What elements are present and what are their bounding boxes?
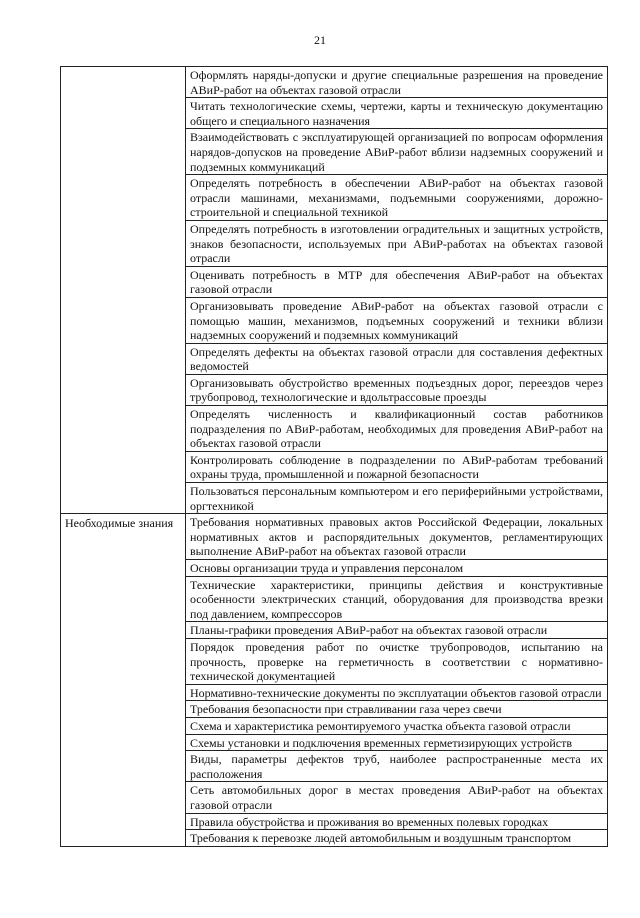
requirement-item: Схема и характеристика ремонтируемого участка объекта газовой отрасли xyxy=(186,717,608,734)
requirement-item: Оформлять наряды-допуски и другие специальные разрешения на проведение АВиР-работ на объектах газовой отрасли xyxy=(186,67,608,98)
requirement-item: Определять потребность в изготовлении оградительных и защитных устройств, знаков безопасности, используемых при АВиР-работах на объектах газовой отрасли xyxy=(186,220,608,266)
section-label: Необходимые знания xyxy=(61,514,186,846)
requirement-item: Сеть автомобильных дорог в местах проведения АВиР-работ на объектах газовой отрасли xyxy=(186,782,608,813)
requirement-item: Определять численность и квалификационный состав работников подразделения по АВиР-работам, необходимых для проведения АВиР-работ на объектах газовой отрасли xyxy=(186,406,608,452)
requirement-item: Требования нормативных правовых актов Российской Федерации, локальных нормативных актов и распорядительных документов, регламентирующих выполнение АВиР-работ на объектах газовой отрасли xyxy=(186,514,608,560)
page-number: 21 xyxy=(314,33,326,47)
requirement-item: Порядок проведения работ по очистке трубопроводов, испытанию на прочность, проверке на герметичность в соответствии с нормативно-технической документацией xyxy=(186,638,608,684)
requirement-item: Определять потребность в обеспечении АВиР-работ на объектах газовой отрасли машинами, механизмами, подъемными сооружениями, дорожно-строительной и специальной техникой xyxy=(186,175,608,221)
requirement-item: Контролировать соблюдение в подразделении по АВиР-работам требований охраны труда, промышленной и пожарной безопасности xyxy=(186,451,608,482)
requirement-item: Требования безопасности при стравливании газа через свечи xyxy=(186,701,608,718)
requirement-item: Схемы установки и подключения временных герметизирующих устройств xyxy=(186,734,608,751)
requirement-item: Правила обустройства и проживания во временных полевых городках xyxy=(186,813,608,830)
table-row xyxy=(61,514,608,560)
section-label xyxy=(61,67,186,514)
requirement-item: Взаимодействовать с эксплуатирующей организацией по вопросам оформления нарядов-допусков на проведение АВиР-работ вблизи надземных сооружений и подземных коммуникаций xyxy=(186,129,608,175)
table-row xyxy=(61,67,608,98)
requirement-item: Нормативно-технические документы по эксплуатации объектов газовой отрасли xyxy=(186,684,608,701)
requirement-item: Определять дефекты на объектах газовой отрасли для составления дефектных ведомостей xyxy=(186,343,608,374)
requirement-item: Организовывать обустройство временных подъездных дорог, переездов через трубопровод, технологические и вдольтрассовые проезды xyxy=(186,374,608,405)
requirement-item: Виды, параметры дефектов труб, наиболее распространенные места их расположения xyxy=(186,751,608,782)
requirements-table xyxy=(60,66,608,847)
requirement-item: Основы организации труда и управления персоналом xyxy=(186,560,608,577)
requirement-item: Оценивать потребность в МТР для обеспечения АВиР-работ на объектах газовой отрасли xyxy=(186,266,608,297)
requirement-item: Читать технологические схемы, чертежи, карты и техническую документацию общего и специального назначения xyxy=(186,98,608,129)
requirement-item: Планы-графики проведения АВиР-работ на объектах газовой отрасли xyxy=(186,622,608,639)
requirement-item: Требования к перевозке людей автомобильным и воздушным транспортом xyxy=(186,830,608,847)
requirements-table-body xyxy=(61,67,608,847)
requirement-item: Организовывать проведение АВиР-работ на объектах газовой отрасли с помощью машин, механизмов, подъемных сооружений и техники вблизи надземных сооружений и подземных коммуникаций xyxy=(186,297,608,343)
requirement-item: Технические характеристики, принципы действия и конструктивные особенности электрических станций, оборудования для производства врезки под давлением, компрессоров xyxy=(186,576,608,622)
requirement-item: Пользоваться персональным компьютером и его периферийными устройствами, оргтехникой xyxy=(186,483,608,514)
